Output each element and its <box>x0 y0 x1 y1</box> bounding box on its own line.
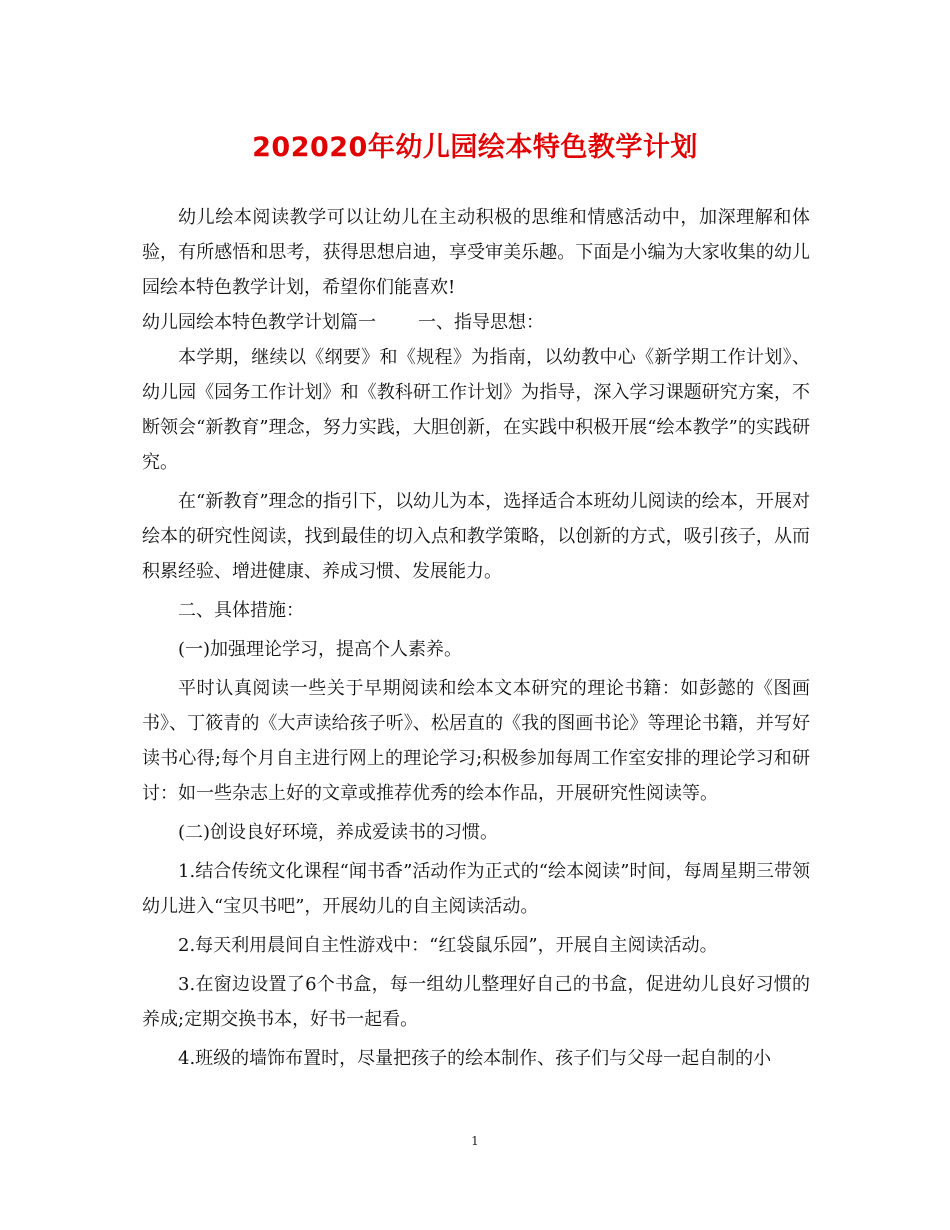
section-heading-line <box>142 305 810 340</box>
page-title: 202020年幼儿园绘本特色教学计划 <box>252 132 698 163</box>
list-item-1: 1.结合传统文化课程“闻书香”活动作为正式的“绘本阅读”时间，每周星期三带领幼儿进入“宝贝书吧”，开展幼儿的自主阅读活动。 <box>142 861 810 917</box>
section-heading: 幼儿园绘本特色教学计划篇一 <box>142 312 376 333</box>
guiding-paragraph-2: 在“新教育”理念的指引下，以幼儿为本，选择适合本班幼儿阅读的绘本，开展对绘本的研究性阅读，找到最佳的切入点和教学策略，以创新的方式，吸引孩子，从而积累经验、增进健康、养成习惯、发展能力。 <box>142 491 810 582</box>
list-item-2: 2.每天利用晨间自主性游戏中：“红袋鼠乐园”，开展自主阅读活动。 <box>178 935 718 956</box>
document-body <box>142 200 810 1076</box>
page-number: 1 <box>471 1134 479 1148</box>
list-item-3: 3.在窗边设置了6个书盒，每一组幼儿整理好自己的书盒，促进幼儿良好习惯的养成;定期交换书本，好书一起看。 <box>142 974 810 1030</box>
theory-paragraph: 平时认真阅读一些关于早期阅读和绘本文本研究的理论书籍：如彭懿的《图画书》、丁筱青的《大声读给孩子听》、松居直的《我的图画书论》等理论书籍，并写好读书心得;每个月自主进行网上的理论学习;积极参加每周工作室安排的理论学习和研讨：如一些杂志上好的文章或推荐优秀的绘本作品，开展研究性阅读等。 <box>142 678 810 804</box>
list-item-4: 4.班级的墙饰布置时，尽量把孩子的绘本制作、孩子们与父母一起自制的小 <box>178 1048 772 1069</box>
measures-heading: 二、具体措施： <box>178 600 304 621</box>
intro-paragraph: 幼儿绘本阅读教学可以让幼儿在主动积极的思维和情感活动中，加深理解和体验，有所感悟和思考，获得思想启迪，享受审美乐趣。下面是小编为大家收集的幼儿园绘本特色教学计划，希望你们能喜欢! <box>142 207 810 298</box>
guiding-heading: 一、指导思想： <box>418 312 544 333</box>
guiding-paragraph-1: 本学期，继续以《纲要》和《规程》为指南，以幼教中心《新学期工作计划》、幼儿园《园务工作计划》和《教科研工作计划》为指导，深入学习课题研究方案，不断领会“新教育”理念，努力实践，大胆创新，在实践中积极开展“绘本教学”的实践研究。 <box>142 347 810 473</box>
sub-heading-environment: (二)创设良好环境，养成爱读书的习惯。 <box>178 822 499 843</box>
sub-heading-theory: (一)加强理论学习，提高个人素养。 <box>178 639 463 660</box>
